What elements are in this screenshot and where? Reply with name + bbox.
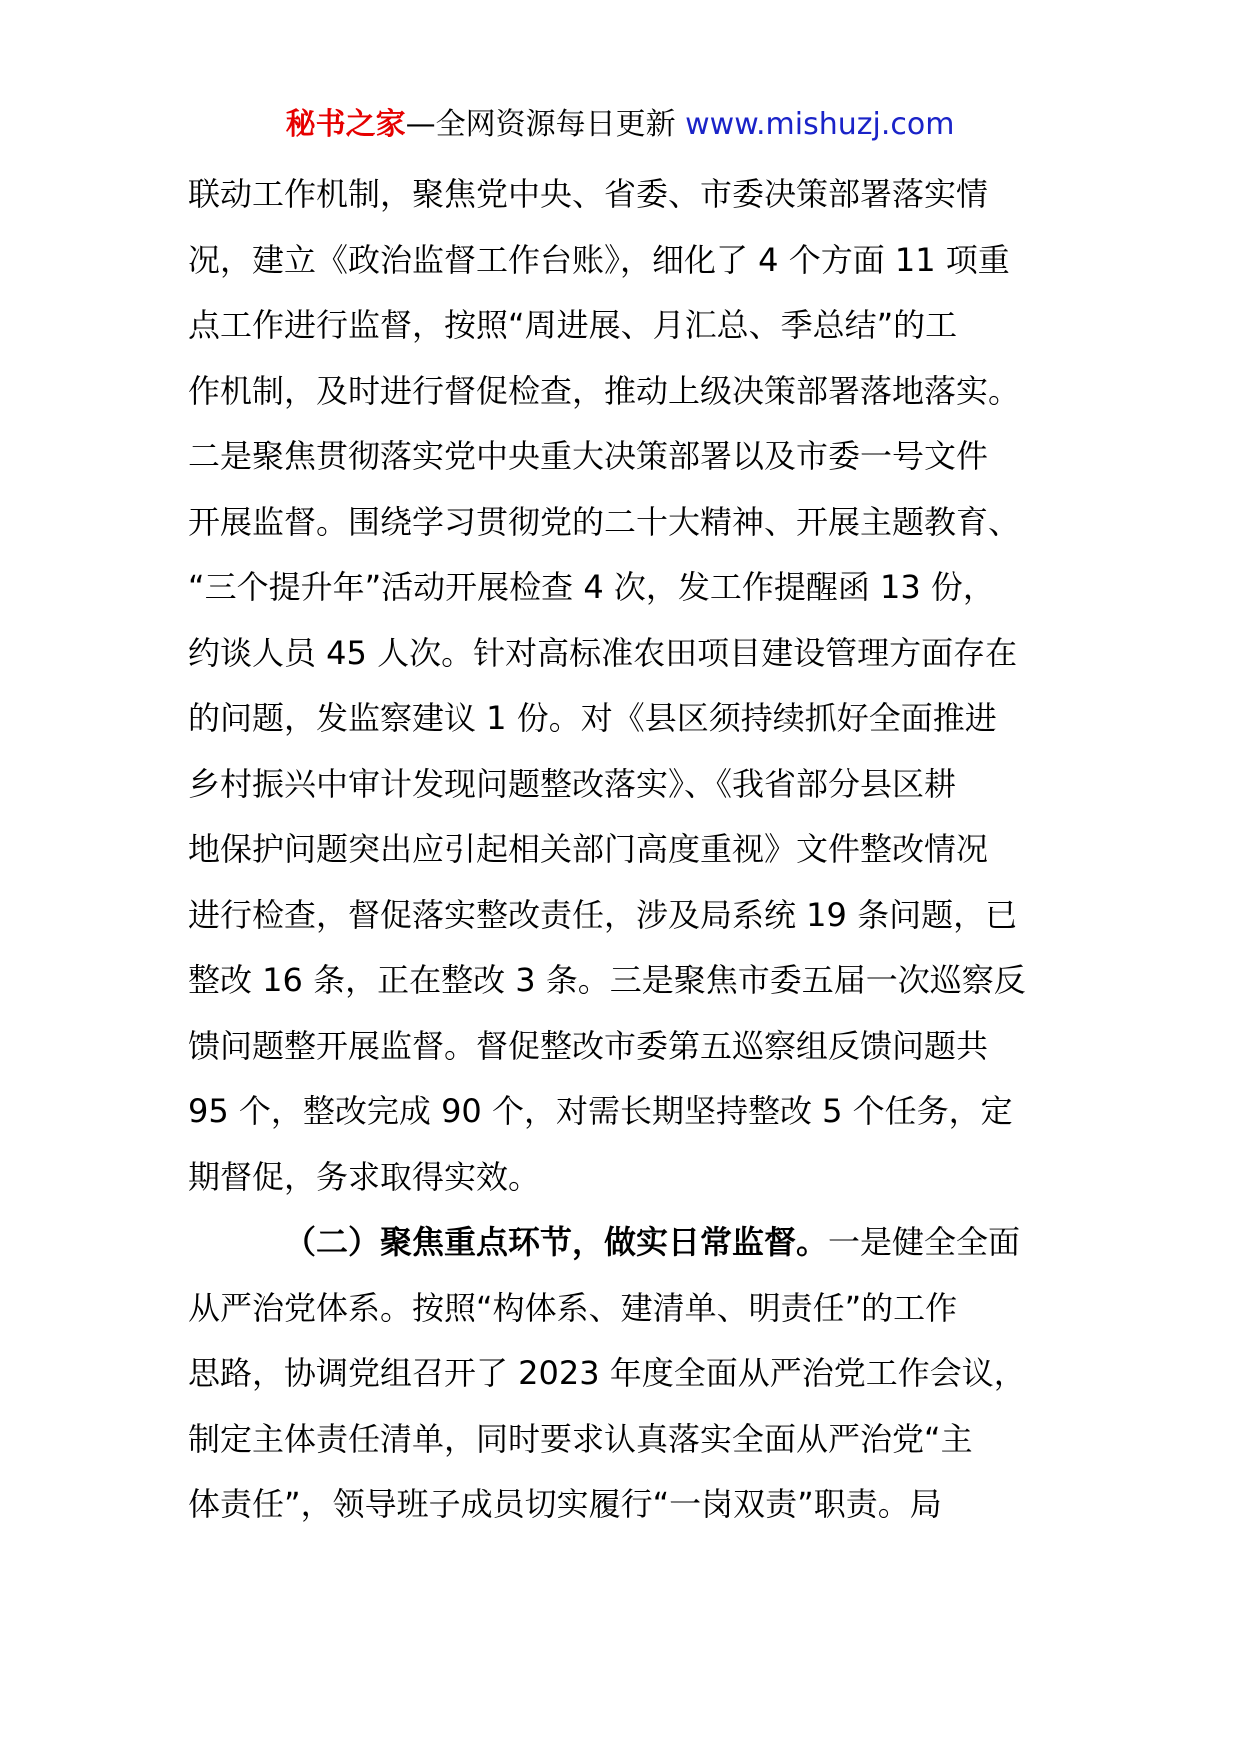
text-line: 的问题，发监察建议 1 份。对《县区须持续抓好全面推进	[188, 699, 997, 737]
section-2-lead-text: 一是健全全面	[828, 1223, 1021, 1261]
text-line: 进行检查，督促落实整改责任，涉及局系统 19 条问题，已	[188, 895, 1018, 934]
text-line: 乡村振兴中审计发现问题整改落实》、《我省部分县区耕	[188, 764, 957, 803]
document-body	[188, 162, 1058, 1538]
text-line: 95 个，整改完成 90 个，对需长期坚持整改 5 个任务，定	[188, 1092, 1013, 1130]
text-line: 开展监督。围绕学习贯彻党的二十大精神、开展主题教育、	[188, 502, 1021, 541]
text-line: 况，建立《政治监督工作台账》，细化了 4 个方面 11 项重	[188, 240, 1010, 279]
brand-name: 秘书之家	[285, 107, 406, 142]
section-2-heading: （二）聚焦重点环节，做实日常监督。	[284, 1223, 829, 1261]
text-line: 思路，协调党组召开了 2023 年度全面从严治党工作会议，	[188, 1354, 1026, 1392]
text-line: 整改 16 条，正在整改 3 条。三是聚焦市委五届一次巡察反	[188, 961, 1026, 999]
text-line: 二是聚焦贯彻落实党中央重大决策部署以及市委一号文件	[188, 437, 989, 475]
text-line: 从严治党体系。按照“构体系、建清单、明责任”的工作	[188, 1288, 958, 1327]
text-line: 制定主体责任清单，同时要求认真落实全面从严治党“主	[188, 1419, 973, 1458]
text-line: 作机制，及时进行督促检查，推动上级决策部署落地落实。	[188, 371, 1021, 410]
text-line: 联动工作机制，聚焦党中央、省委、市委决策部署落实情	[188, 175, 989, 213]
page-header	[0, 100, 1240, 150]
text-line: 地保护问题突出应引起相关部门高度重视》文件整改情况	[188, 830, 989, 868]
text-line: 约谈人员 45 人次。针对高标准农田项目建设管理方面存在	[188, 633, 1018, 672]
text-line: 点工作进行监督，按照“周进展、月汇总、季总结”的工	[188, 306, 958, 344]
header-slogan: —全网资源每日更新	[405, 107, 676, 142]
text-line: 体责任”，领导班子成员切实履行“一岗双责”职责。局	[188, 1485, 942, 1523]
text-line: “三个提升年”活动开展检查 4 次，发工作提醒函 13 份，	[188, 568, 995, 606]
text-line: 馈问题整开展监督。督促整改市委第五巡察组反馈问题共	[188, 1026, 989, 1065]
section-2-first-line	[188, 1210, 1058, 1276]
text-line: 期督促，务求取得实效。	[188, 1157, 541, 1196]
website-link[interactable]: www.mishuzj.com	[685, 107, 955, 142]
